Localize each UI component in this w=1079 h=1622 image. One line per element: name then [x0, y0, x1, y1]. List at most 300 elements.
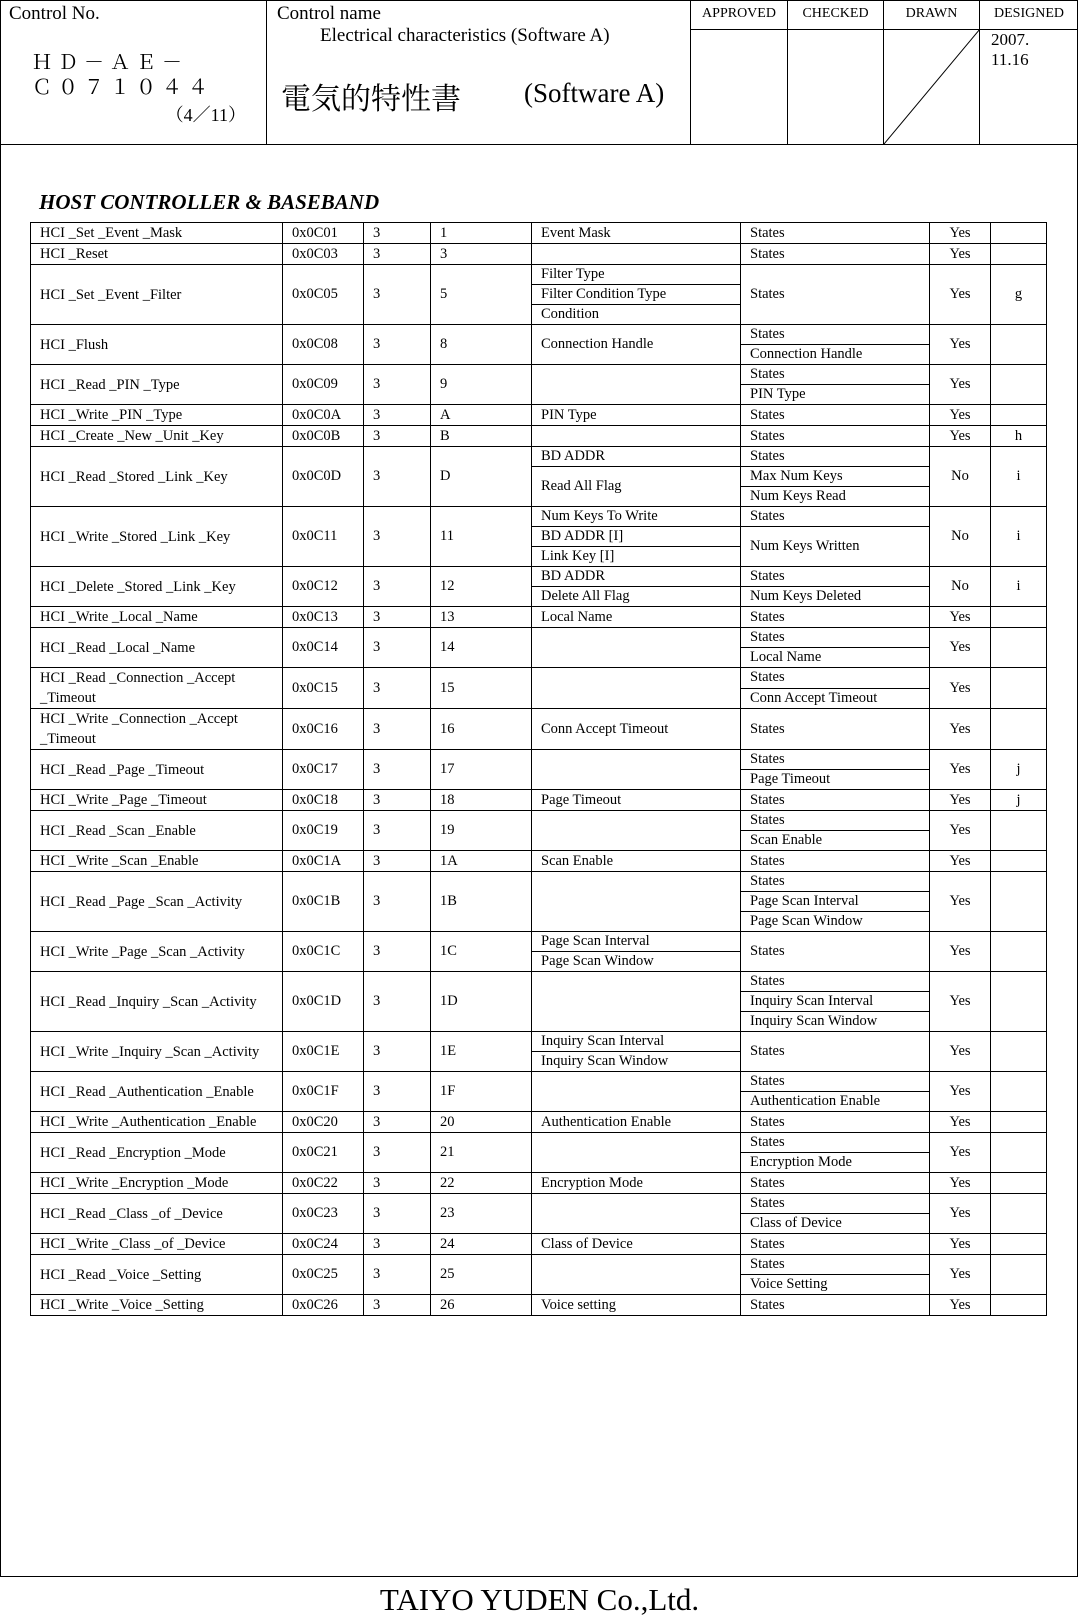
opcode-cell: 0x0C18	[283, 790, 364, 811]
opcode-cell: 0x0C0B	[283, 426, 364, 447]
opcode-cell: 0x0C26	[283, 1295, 364, 1316]
support-cell: Yes	[930, 709, 991, 750]
opcode-cell: 0x0C08	[283, 325, 364, 365]
support-cell: Yes	[930, 932, 991, 972]
approved-cell	[691, 0, 788, 144]
ocf-cell: 21	[431, 1133, 532, 1173]
ocf-cell: 11	[431, 507, 532, 567]
control-no-line1: ＨＤ－ＡＥ－	[32, 50, 188, 74]
support-cell: Yes	[930, 1295, 991, 1316]
return-parameter-cell: States	[741, 265, 930, 325]
parameter-cell	[532, 365, 741, 405]
design-date-day: 11.16	[991, 50, 1029, 69]
return-parameter-cell: States	[741, 790, 930, 811]
control-no-cell	[0, 0, 267, 144]
ogf-cell: 3	[364, 365, 431, 405]
opcode-cell: 0x0C03	[283, 244, 364, 265]
ogf-cell: 3	[364, 405, 431, 426]
return-parameter-cell: States	[741, 628, 930, 648]
command-name: HCI _Read _Voice _Setting	[31, 1255, 283, 1295]
opcode-cell: 0x0C01	[283, 223, 364, 244]
support-cell: Yes	[930, 628, 991, 668]
return-parameter-cell: States	[741, 507, 930, 527]
page-number: （4／11）	[165, 105, 246, 125]
support-cell: Yes	[930, 1194, 991, 1234]
control-name-cell	[267, 0, 691, 144]
control-no-label: Control No.	[9, 3, 100, 24]
table-row	[31, 567, 1047, 587]
ocf-cell: 22	[431, 1173, 532, 1194]
return-parameter-cell: Local Name	[741, 648, 930, 668]
parameter-cell: Num Keys To Write	[532, 507, 741, 527]
return-parameter-cell: Conn Accept Timeout	[741, 688, 930, 709]
ogf-cell: 3	[364, 1234, 431, 1255]
support-cell: Yes	[930, 1133, 991, 1173]
support-cell: Yes	[930, 872, 991, 932]
command-name: HCI _Write _Inquiry _Scan _Activity	[31, 1032, 283, 1072]
parameter-cell	[532, 811, 741, 851]
checked-label: CHECKED	[802, 6, 869, 21]
ocf-cell: 16	[431, 709, 532, 750]
ocf-cell: 18	[431, 790, 532, 811]
return-parameter-cell: Inquiry Scan Interval	[741, 992, 930, 1012]
parameter-cell	[532, 1072, 741, 1112]
support-cell: Yes	[930, 1072, 991, 1112]
return-parameter-cell: States	[741, 244, 930, 265]
note-cell	[991, 1173, 1047, 1194]
support-cell: Yes	[930, 1173, 991, 1194]
table-row	[31, 607, 1047, 628]
parameter-cell	[532, 1133, 741, 1173]
ocf-cell: 24	[431, 1234, 532, 1255]
note-cell: h	[991, 426, 1047, 447]
return-parameter-cell: Voice Setting	[741, 1275, 930, 1295]
return-parameter-cell: States	[741, 405, 930, 426]
return-parameter-cell: States	[741, 1295, 930, 1316]
return-parameter-cell: Scan Enable	[741, 831, 930, 851]
note-cell	[991, 668, 1047, 709]
table-row	[31, 426, 1047, 447]
opcode-cell: 0x0C21	[283, 1133, 364, 1173]
command-name: HCI _Read _Page _Scan _Activity	[31, 872, 283, 932]
command-name: HCI _Write _Class _of _Device	[31, 1234, 283, 1255]
ogf-cell: 3	[364, 447, 431, 507]
note-cell	[991, 932, 1047, 972]
note-cell	[991, 1234, 1047, 1255]
note-cell	[991, 1112, 1047, 1133]
command-name: HCI _Reset	[31, 244, 283, 265]
ogf-cell: 3	[364, 872, 431, 932]
table-row	[31, 325, 1047, 345]
ocf-cell: 1A	[431, 851, 532, 872]
ocf-cell: 1D	[431, 972, 532, 1032]
table-row	[31, 750, 1047, 770]
opcode-cell: 0x0C20	[283, 1112, 364, 1133]
opcode-cell: 0x0C22	[283, 1173, 364, 1194]
parameter-cell: Scan Enable	[532, 851, 741, 872]
ocf-cell: 1F	[431, 1072, 532, 1112]
parameter-cell: BD ADDR	[532, 447, 741, 467]
table-row	[31, 1133, 1047, 1153]
command-name: HCI _Write _Voice _Setting	[31, 1295, 283, 1316]
ocf-cell: D	[431, 447, 532, 507]
return-parameter-cell: States	[741, 851, 930, 872]
support-cell: No	[930, 567, 991, 607]
parameter-cell: Filter Condition Type	[532, 285, 741, 305]
command-name: HCI _Read _Scan _Enable	[31, 811, 283, 851]
parameter-cell	[532, 972, 741, 1032]
ocf-cell: 9	[431, 365, 532, 405]
ocf-cell: B	[431, 426, 532, 447]
ogf-cell: 3	[364, 1173, 431, 1194]
opcode-cell: 0x0C16	[283, 709, 364, 750]
return-parameter-cell: Page Timeout	[741, 770, 930, 790]
parameter-cell: Inquiry Scan Window	[532, 1052, 741, 1072]
parameter-cell: PIN Type	[532, 405, 741, 426]
support-cell: Yes	[930, 325, 991, 365]
note-cell	[991, 709, 1047, 750]
opcode-cell: 0x0C12	[283, 567, 364, 607]
ocf-cell: 1	[431, 223, 532, 244]
return-parameter-cell: States	[741, 872, 930, 892]
parameter-cell	[532, 750, 741, 790]
parameter-cell: Read All Flag	[532, 467, 741, 507]
ogf-cell: 3	[364, 750, 431, 790]
return-parameter-cell: States	[741, 607, 930, 628]
opcode-cell: 0x0C1B	[283, 872, 364, 932]
parameter-cell: BD ADDR [I]	[532, 527, 741, 547]
command-name: HCI _Set _Event _Mask	[31, 223, 283, 244]
parameter-cell	[532, 872, 741, 932]
ocf-cell: 19	[431, 811, 532, 851]
company-footer: TAIYO YUDEN Co.,Ltd.	[379, 1582, 700, 1617]
table-row	[31, 1072, 1047, 1092]
table-row	[31, 265, 1047, 285]
designed-cell	[980, 0, 1078, 144]
design-date-year: 2007.	[991, 30, 1030, 49]
parameter-cell: Link Key [I]	[532, 547, 741, 567]
table-row	[31, 972, 1047, 992]
table-row	[31, 1112, 1047, 1133]
ocf-cell: 13	[431, 607, 532, 628]
note-cell: j	[991, 750, 1047, 790]
return-parameter-cell: Max Num Keys	[741, 467, 930, 487]
support-cell: Yes	[930, 790, 991, 811]
support-cell: Yes	[930, 1234, 991, 1255]
return-parameter-cell: States	[741, 1133, 930, 1153]
return-parameter-cell: States	[741, 1032, 930, 1072]
note-cell	[991, 405, 1047, 426]
control-name-japanese: 電気的特性書	[281, 82, 461, 117]
parameter-cell: Class of Device	[532, 1234, 741, 1255]
parameter-cell: BD ADDR	[532, 567, 741, 587]
return-parameter-cell: States	[741, 567, 930, 587]
support-cell: Yes	[930, 265, 991, 325]
ogf-cell: 3	[364, 1032, 431, 1072]
table-row	[31, 1032, 1047, 1052]
opcode-cell: 0x0C1D	[283, 972, 364, 1032]
ocf-cell: 14	[431, 628, 532, 668]
table-row	[31, 811, 1047, 831]
table-row	[31, 668, 1047, 689]
ogf-cell: 3	[364, 972, 431, 1032]
return-parameter-cell: States	[741, 223, 930, 244]
command-name: HCI _Create _New _Unit _Key	[31, 426, 283, 447]
note-cell	[991, 223, 1047, 244]
table-row	[31, 1255, 1047, 1275]
return-parameter-cell: Class of Device	[741, 1214, 930, 1234]
control-no-value	[32, 50, 214, 100]
command-name: HCI _Write _Stored _Link _Key	[31, 507, 283, 567]
opcode-cell: 0x0C0D	[283, 447, 364, 507]
table-row	[31, 1295, 1047, 1316]
note-cell	[991, 628, 1047, 668]
command-name: HCI _Read _Local _Name	[31, 628, 283, 668]
ogf-cell: 3	[364, 507, 431, 567]
return-parameter-cell: Inquiry Scan Window	[741, 1012, 930, 1032]
table-row	[31, 932, 1047, 952]
command-name: HCI _Write _Encryption _Mode	[31, 1173, 283, 1194]
ocf-cell: 3	[431, 244, 532, 265]
ocf-cell: A	[431, 405, 532, 426]
ogf-cell: 3	[364, 265, 431, 325]
table-row	[31, 851, 1047, 872]
opcode-cell: 0x0C09	[283, 365, 364, 405]
parameter-cell: Encryption Mode	[532, 1173, 741, 1194]
note-cell	[991, 1133, 1047, 1173]
command-name: HCI _Read _Stored _Link _Key	[31, 447, 283, 507]
return-parameter-cell: Num Keys Deleted	[741, 587, 930, 607]
support-cell: Yes	[930, 750, 991, 790]
opcode-cell: 0x0C19	[283, 811, 364, 851]
table-row	[31, 1173, 1047, 1194]
ogf-cell: 3	[364, 668, 431, 709]
command-name: HCI _Write _Page _Scan _Activity	[31, 932, 283, 972]
return-parameter-cell: States	[741, 972, 930, 992]
command-name: HCI _Write _Authentication _Enable	[31, 1112, 283, 1133]
table-row	[31, 405, 1047, 426]
note-cell	[991, 1032, 1047, 1072]
ogf-cell: 3	[364, 932, 431, 972]
parameter-cell: Page Scan Window	[532, 952, 741, 972]
support-cell: Yes	[930, 851, 991, 872]
return-parameter-cell: States	[741, 426, 930, 447]
table-row	[31, 872, 1047, 892]
return-parameter-cell: PIN Type	[741, 385, 930, 405]
section-title: HOST CONTROLLER & BASEBAND	[39, 190, 380, 214]
parameter-cell: Delete All Flag	[532, 587, 741, 607]
support-cell: Yes	[930, 1032, 991, 1072]
design-date	[991, 30, 1029, 70]
control-name-software: (Software A)	[524, 78, 665, 108]
ogf-cell: 3	[364, 790, 431, 811]
support-cell: Yes	[930, 223, 991, 244]
return-parameter-cell: States	[741, 932, 930, 972]
parameter-cell	[532, 244, 741, 265]
command-name: HCI _Write _Local _Name	[31, 607, 283, 628]
parameter-cell	[532, 426, 741, 447]
ocf-cell: 26	[431, 1295, 532, 1316]
ocf-cell: 1C	[431, 932, 532, 972]
opcode-cell: 0x0C17	[283, 750, 364, 790]
command-name: HCI _Flush	[31, 325, 283, 365]
parameter-cell: Event Mask	[532, 223, 741, 244]
parameter-cell: Local Name	[532, 607, 741, 628]
parameter-cell: Inquiry Scan Interval	[532, 1032, 741, 1052]
ogf-cell: 3	[364, 607, 431, 628]
opcode-cell: 0x0C05	[283, 265, 364, 325]
table-row	[31, 1194, 1047, 1214]
table-row	[31, 447, 1047, 467]
ogf-cell: 3	[364, 1194, 431, 1234]
drawn-label: DRAWN	[905, 6, 958, 21]
return-parameter-cell: States	[741, 325, 930, 345]
ocf-cell: 17	[431, 750, 532, 790]
command-name: HCI _Write _PIN _Type	[31, 405, 283, 426]
ocf-cell: 23	[431, 1194, 532, 1234]
ocf-cell: 12	[431, 567, 532, 607]
opcode-cell: 0x0C1F	[283, 1072, 364, 1112]
return-parameter-cell: Num Keys Written	[741, 527, 930, 567]
approved-label: APPROVED	[702, 6, 776, 21]
command-name: HCI _Read _Inquiry _Scan _Activity	[31, 972, 283, 1032]
return-parameter-cell: States	[741, 811, 930, 831]
ogf-cell: 3	[364, 1295, 431, 1316]
support-cell: No	[930, 447, 991, 507]
note-cell	[991, 1295, 1047, 1316]
opcode-cell: 0x0C0A	[283, 405, 364, 426]
ogf-cell: 3	[364, 1072, 431, 1112]
command-name: HCI _Read _Class _of _Device	[31, 1194, 283, 1234]
note-cell	[991, 872, 1047, 932]
note-cell: i	[991, 567, 1047, 607]
return-parameter-cell: States	[741, 1072, 930, 1092]
ogf-cell: 3	[364, 851, 431, 872]
support-cell: Yes	[930, 607, 991, 628]
parameter-cell	[532, 1255, 741, 1295]
parameter-cell: Voice setting	[532, 1295, 741, 1316]
control-name-label: Control name	[277, 3, 381, 24]
parameter-cell	[532, 628, 741, 668]
diagonal-strike-icon	[884, 29, 980, 144]
ogf-cell: 3	[364, 325, 431, 365]
return-parameter-cell: States	[741, 1255, 930, 1275]
parameter-cell: Page Timeout	[532, 790, 741, 811]
ogf-cell: 3	[364, 567, 431, 607]
support-cell: Yes	[930, 1255, 991, 1295]
return-parameter-cell: States	[741, 1194, 930, 1214]
opcode-cell: 0x0C14	[283, 628, 364, 668]
document-header	[0, 0, 1078, 145]
command-name: HCI _Set _Event _Filter	[31, 265, 283, 325]
support-cell: Yes	[930, 426, 991, 447]
support-cell: Yes	[930, 405, 991, 426]
ogf-cell: 3	[364, 426, 431, 447]
ocf-cell: 25	[431, 1255, 532, 1295]
command-name: HCI _Read _PIN _Type	[31, 365, 283, 405]
control-no-line2: Ｃ０７１０４４	[32, 75, 214, 99]
note-cell	[991, 325, 1047, 365]
return-parameter-cell: States	[741, 365, 930, 385]
command-name: HCI _Read _Page _Timeout	[31, 750, 283, 790]
note-cell	[991, 365, 1047, 405]
ocf-cell: 1B	[431, 872, 532, 932]
return-parameter-cell: States	[741, 1112, 930, 1133]
return-parameter-cell: Authentication Enable	[741, 1092, 930, 1112]
note-cell	[991, 1072, 1047, 1112]
support-cell: Yes	[930, 244, 991, 265]
table-row	[31, 223, 1047, 244]
support-cell: Yes	[930, 811, 991, 851]
note-cell	[991, 1194, 1047, 1234]
ogf-cell: 3	[364, 1133, 431, 1173]
command-name: HCI _Read _Authentication _Enable	[31, 1072, 283, 1112]
ocf-cell: 15	[431, 668, 532, 709]
ocf-cell: 1E	[431, 1032, 532, 1072]
command-name: HCI _Write _Page _Timeout	[31, 790, 283, 811]
ogf-cell: 3	[364, 1112, 431, 1133]
return-parameter-cell: States	[741, 668, 930, 689]
table-row	[31, 244, 1047, 265]
return-parameter-cell: Page Scan Window	[741, 912, 930, 932]
opcode-cell: 0x0C1C	[283, 932, 364, 972]
opcode-cell: 0x0C15	[283, 668, 364, 709]
return-parameter-cell: States	[741, 447, 930, 467]
opcode-cell: 0x0C13	[283, 607, 364, 628]
return-parameter-cell: States	[741, 750, 930, 770]
note-cell	[991, 851, 1047, 872]
table-row	[31, 507, 1047, 527]
ocf-cell: 20	[431, 1112, 532, 1133]
control-name-english: Electrical characteristics (Software A)	[320, 25, 610, 46]
parameter-cell: Filter Type	[532, 265, 741, 285]
ogf-cell: 3	[364, 628, 431, 668]
ogf-cell: 3	[364, 1255, 431, 1295]
support-cell: Yes	[930, 668, 991, 709]
opcode-cell: 0x0C11	[283, 507, 364, 567]
parameter-cell: Connection Handle	[532, 325, 741, 365]
note-cell	[991, 607, 1047, 628]
note-cell: j	[991, 790, 1047, 811]
designed-label: DESIGNED	[994, 6, 1064, 21]
command-name: HCI _Delete _Stored _Link _Key	[31, 567, 283, 607]
ogf-cell: 3	[364, 223, 431, 244]
command-name: HCI _Read _Encryption _Mode	[31, 1133, 283, 1173]
note-cell: i	[991, 507, 1047, 567]
support-cell: Yes	[930, 365, 991, 405]
ocf-cell: 8	[431, 325, 532, 365]
opcode-cell: 0x0C25	[283, 1255, 364, 1295]
parameter-cell: Condition	[532, 305, 741, 325]
checked-cell	[788, 0, 884, 144]
ogf-cell: 3	[364, 244, 431, 265]
table-row	[31, 365, 1047, 385]
note-cell: g	[991, 265, 1047, 325]
parameter-cell	[532, 668, 741, 709]
note-cell	[991, 1255, 1047, 1295]
parameter-cell: Authentication Enable	[532, 1112, 741, 1133]
table-row	[31, 1234, 1047, 1255]
hci-command-table	[30, 222, 1047, 1316]
opcode-cell: 0x0C1E	[283, 1032, 364, 1072]
return-parameter-cell: Page Scan Interval	[741, 892, 930, 912]
opcode-cell: 0x0C23	[283, 1194, 364, 1234]
support-cell: No	[930, 507, 991, 567]
return-parameter-cell: Num Keys Read	[741, 487, 930, 507]
return-parameter-cell: Encryption Mode	[741, 1153, 930, 1173]
return-parameter-cell: States	[741, 1234, 930, 1255]
drawn-cell	[884, 0, 980, 144]
